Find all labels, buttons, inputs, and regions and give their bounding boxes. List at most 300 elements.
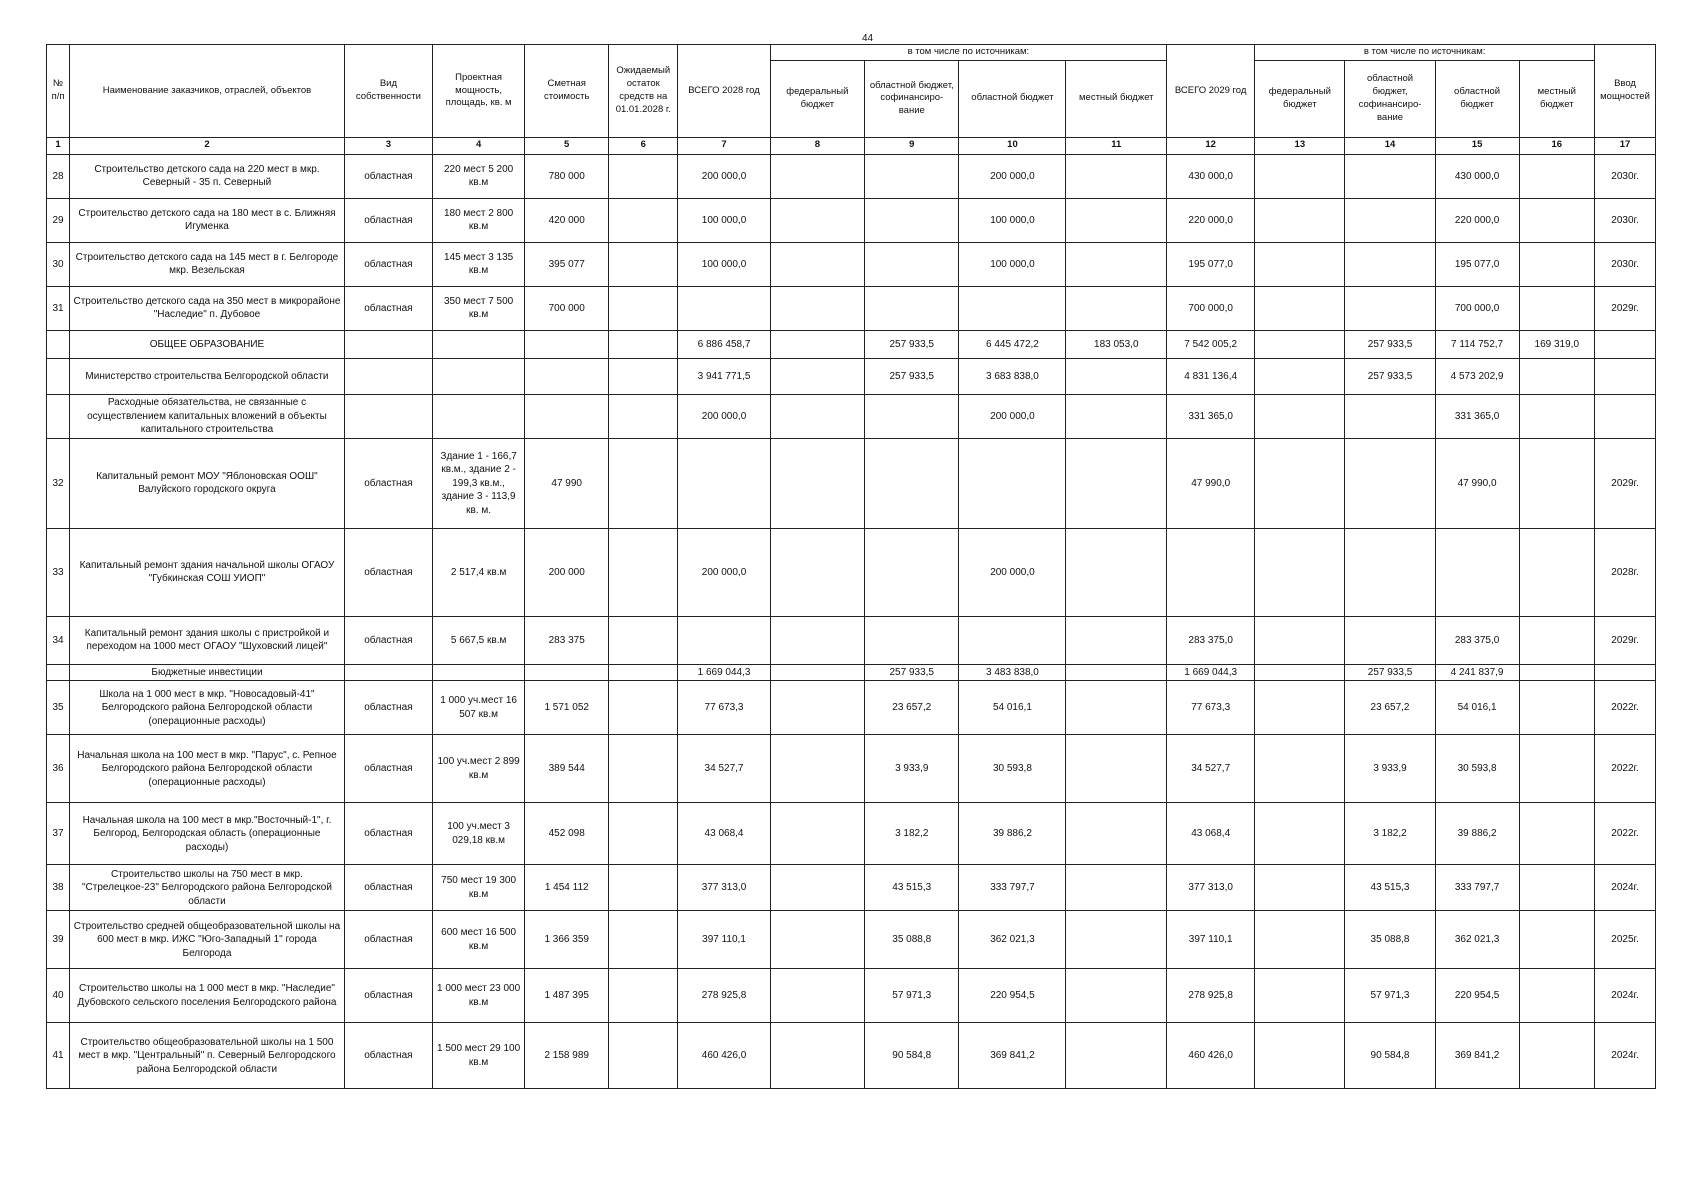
local-2029 [1519, 969, 1595, 1023]
header-total-2028: ВСЕГО 2028 год [678, 45, 770, 138]
row-number [47, 664, 70, 681]
local-2028 [1066, 664, 1167, 681]
section-title: Бюджетные инвестиции [70, 664, 345, 681]
regional-2029: 30 593,8 [1435, 735, 1519, 803]
cofinancing-2028: 3 933,9 [865, 735, 959, 803]
federal-2028 [770, 865, 864, 911]
local-2029 [1519, 154, 1595, 198]
ownership: областная [344, 1023, 432, 1089]
federal-2028 [770, 358, 864, 394]
capacity: 5 667,5 кв.м [432, 616, 524, 664]
cofinancing-2029: 57 971,3 [1345, 969, 1435, 1023]
expected-balance [609, 154, 678, 198]
capacity [432, 664, 524, 681]
estimated-cost: 1 366 359 [525, 911, 609, 969]
total-2028: 278 925,8 [678, 969, 770, 1023]
ownership: областная [344, 735, 432, 803]
row-number [47, 394, 70, 438]
total-2028 [678, 286, 770, 330]
local-2029 [1519, 803, 1595, 865]
federal-2029 [1255, 664, 1345, 681]
table-body [47, 154, 1656, 1089]
object-name: Начальная школа на 100 мест в мкр. "Парус", с. Репное Белгородского района Белгородской области (операционные расходы) [70, 735, 345, 803]
regional-2028: 369 841,2 [959, 1023, 1066, 1089]
row-number: 30 [47, 242, 70, 286]
commissioning-year: 2024г. [1595, 1023, 1656, 1089]
federal-2029 [1255, 242, 1345, 286]
table-row [47, 1023, 1656, 1089]
expected-balance [609, 438, 678, 528]
header-total-2029: ВСЕГО 2029 год [1167, 45, 1255, 138]
object-name: Строительство детского сада на 220 мест в мкр. Северный - 35 п. Северный [70, 154, 345, 198]
estimated-cost: 47 990 [525, 438, 609, 528]
table-row [47, 803, 1656, 865]
row-number: 37 [47, 803, 70, 865]
object-name: Строительство детского сада на 145 мест в г. Белгороде мкр. Везельская [70, 242, 345, 286]
estimated-cost [525, 394, 609, 438]
local-2028 [1066, 1023, 1167, 1089]
local-2028 [1066, 616, 1167, 664]
federal-2028 [770, 735, 864, 803]
column-number: 13 [1255, 137, 1345, 154]
expected-balance [609, 911, 678, 969]
federal-2028 [770, 242, 864, 286]
commissioning-year: 2025г. [1595, 911, 1656, 969]
expected-balance [609, 330, 678, 358]
local-2029 [1519, 735, 1595, 803]
federal-2029 [1255, 358, 1345, 394]
row-number: 40 [47, 969, 70, 1023]
column-number: 11 [1066, 137, 1167, 154]
federal-2029 [1255, 735, 1345, 803]
federal-2029 [1255, 681, 1345, 735]
expected-balance [609, 286, 678, 330]
regional-2028: 100 000,0 [959, 242, 1066, 286]
header-sources-2029: в том числе по источникам: [1255, 45, 1595, 61]
local-2028 [1066, 394, 1167, 438]
cofinancing-2028: 23 657,2 [865, 681, 959, 735]
total-2028: 397 110,1 [678, 911, 770, 969]
commissioning-year: 2024г. [1595, 969, 1656, 1023]
estimated-cost: 1 454 112 [525, 865, 609, 911]
total-2029: 430 000,0 [1167, 154, 1255, 198]
cofinancing-2028: 257 933,5 [865, 358, 959, 394]
table-row [47, 911, 1656, 969]
ownership: областная [344, 911, 432, 969]
commissioning-year: 2029г. [1595, 616, 1656, 664]
regional-2028: 39 886,2 [959, 803, 1066, 865]
header-estimated-cost: Сметная стоимость [525, 45, 609, 138]
header-expected-balance: Ожидаемый остаток средств на 01.01.2028 г. [609, 45, 678, 138]
cofinancing-2029 [1345, 438, 1435, 528]
total-2029: 278 925,8 [1167, 969, 1255, 1023]
cofinancing-2029: 257 933,5 [1345, 330, 1435, 358]
regional-2029: 331 365,0 [1435, 394, 1519, 438]
object-name: Капитальный ремонт здания школы с пристройкой и переходом на 1000 мест ОГАОУ "Шуховский лицей" [70, 616, 345, 664]
capacity: 600 мест 16 500 кв.м [432, 911, 524, 969]
cofinancing-2028: 257 933,5 [865, 664, 959, 681]
commissioning-year: 2022г. [1595, 735, 1656, 803]
expected-balance [609, 198, 678, 242]
commissioning-year: 2029г. [1595, 438, 1656, 528]
estimated-cost: 700 000 [525, 286, 609, 330]
object-name: Школа на 1 000 мест в мкр. "Новосадовый-41" Белгородского района Белгородской области (операционные расходы) [70, 681, 345, 735]
row-number [47, 330, 70, 358]
header-num: № п/п [47, 45, 70, 138]
local-2029 [1519, 865, 1595, 911]
federal-2029 [1255, 394, 1345, 438]
cofinancing-2029 [1345, 198, 1435, 242]
object-name: Капитальный ремонт здания начальной школы ОГАОУ "Губкинская СОШ УИОП" [70, 528, 345, 616]
federal-2028 [770, 154, 864, 198]
local-2029 [1519, 394, 1595, 438]
expected-balance [609, 616, 678, 664]
local-2029 [1519, 438, 1595, 528]
cofinancing-2028: 3 182,2 [865, 803, 959, 865]
table-row [47, 616, 1656, 664]
object-name: Строительство школы на 750 мест в мкр. "Стрелецкое-23" Белгородского района Белгородской области [70, 865, 345, 911]
row-number: 36 [47, 735, 70, 803]
local-2028 [1066, 154, 1167, 198]
ownership [344, 664, 432, 681]
column-number: 5 [525, 137, 609, 154]
header-sources-2028: в том числе по источникам: [770, 45, 1166, 61]
total-2029: 7 542 005,2 [1167, 330, 1255, 358]
header-cofinancing-2029: областной бюджет, софинансиро-вание [1345, 60, 1435, 137]
regional-2029: 39 886,2 [1435, 803, 1519, 865]
row-number: 32 [47, 438, 70, 528]
total-2028: 460 426,0 [678, 1023, 770, 1089]
capacity: 1 000 мест 23 000 кв.м [432, 969, 524, 1023]
local-2029 [1519, 528, 1595, 616]
total-2028: 34 527,7 [678, 735, 770, 803]
expected-balance [609, 1023, 678, 1089]
column-number: 17 [1595, 137, 1656, 154]
regional-2029: 369 841,2 [1435, 1023, 1519, 1089]
total-2028: 100 000,0 [678, 198, 770, 242]
federal-2029 [1255, 911, 1345, 969]
regional-2029: 430 000,0 [1435, 154, 1519, 198]
total-2028: 100 000,0 [678, 242, 770, 286]
cofinancing-2028: 90 584,8 [865, 1023, 959, 1089]
total-2028: 77 673,3 [678, 681, 770, 735]
estimated-cost: 420 000 [525, 198, 609, 242]
commissioning-year: 2022г. [1595, 803, 1656, 865]
regional-2028: 362 021,3 [959, 911, 1066, 969]
total-2029: 377 313,0 [1167, 865, 1255, 911]
page-number: 44 [862, 33, 874, 44]
column-number-row [47, 137, 1656, 154]
cofinancing-2028 [865, 286, 959, 330]
federal-2029 [1255, 286, 1345, 330]
table-row [47, 865, 1656, 911]
header-cofinancing-2028: областной бюджет, софинансиро-вание [865, 60, 959, 137]
total-2028: 43 068,4 [678, 803, 770, 865]
local-2029 [1519, 911, 1595, 969]
federal-2029 [1255, 154, 1345, 198]
ownership: областная [344, 242, 432, 286]
header-capacity: Проектная мощность, площадь, кв. м [432, 45, 524, 138]
table-row [47, 735, 1656, 803]
cofinancing-2029: 3 933,9 [1345, 735, 1435, 803]
regional-2029: 220 954,5 [1435, 969, 1519, 1023]
local-2028 [1066, 803, 1167, 865]
regional-2028: 200 000,0 [959, 528, 1066, 616]
object-name: Капитальный ремонт МОУ "Яблоновская ООШ" Валуйского городского округа [70, 438, 345, 528]
column-number: 16 [1519, 137, 1595, 154]
section-title: ОБЩЕЕ ОБРАЗОВАНИЕ [70, 330, 345, 358]
total-2029: 47 990,0 [1167, 438, 1255, 528]
section-row [47, 358, 1656, 394]
section-row [47, 394, 1656, 438]
federal-2029 [1255, 865, 1345, 911]
local-2028 [1066, 242, 1167, 286]
total-2029: 77 673,3 [1167, 681, 1255, 735]
table-row [47, 438, 1656, 528]
total-2029: 460 426,0 [1167, 1023, 1255, 1089]
header-federal-2028: федеральный бюджет [770, 60, 864, 137]
federal-2028 [770, 528, 864, 616]
cofinancing-2028 [865, 616, 959, 664]
table-row [47, 681, 1656, 735]
ownership: областная [344, 681, 432, 735]
commissioning-year: 2030г. [1595, 242, 1656, 286]
estimated-cost: 2 158 989 [525, 1023, 609, 1089]
regional-2029: 333 797,7 [1435, 865, 1519, 911]
expected-balance [609, 394, 678, 438]
regional-2028: 333 797,7 [959, 865, 1066, 911]
cofinancing-2028 [865, 528, 959, 616]
expected-balance [609, 358, 678, 394]
ownership: областная [344, 969, 432, 1023]
column-number: 14 [1345, 137, 1435, 154]
cofinancing-2029: 257 933,5 [1345, 664, 1435, 681]
column-number: 15 [1435, 137, 1519, 154]
section-title: Расходные обязательства, не связанные с осуществлением капитальных вложений в объекты капитального строительства [70, 394, 345, 438]
cofinancing-2029 [1345, 528, 1435, 616]
table-row [47, 969, 1656, 1023]
regional-2029: 195 077,0 [1435, 242, 1519, 286]
table-row [47, 154, 1656, 198]
header-federal-2029: федеральный бюджет [1255, 60, 1345, 137]
regional-2028: 220 954,5 [959, 969, 1066, 1023]
local-2029: 169 319,0 [1519, 330, 1595, 358]
column-number: 2 [70, 137, 345, 154]
total-2029: 4 831 136,4 [1167, 358, 1255, 394]
capacity: 220 мест 5 200 кв.м [432, 154, 524, 198]
regional-2028: 6 445 472,2 [959, 330, 1066, 358]
local-2029 [1519, 1023, 1595, 1089]
federal-2029 [1255, 616, 1345, 664]
capacity: 100 уч.мест 2 899 кв.м [432, 735, 524, 803]
cofinancing-2028: 257 933,5 [865, 330, 959, 358]
estimated-cost [525, 358, 609, 394]
column-number: 7 [678, 137, 770, 154]
row-number: 28 [47, 154, 70, 198]
header-local-2029: местный бюджет [1519, 60, 1595, 137]
cofinancing-2028 [865, 242, 959, 286]
federal-2029 [1255, 198, 1345, 242]
total-2029: 397 110,1 [1167, 911, 1255, 969]
federal-2028 [770, 681, 864, 735]
federal-2028 [770, 664, 864, 681]
header-local-2028: местный бюджет [1066, 60, 1167, 137]
column-number: 12 [1167, 137, 1255, 154]
local-2028 [1066, 969, 1167, 1023]
section-row [47, 664, 1656, 681]
capacity: 100 уч.мест 3 029,18 кв.м [432, 803, 524, 865]
total-2028: 377 313,0 [678, 865, 770, 911]
regional-2029: 54 016,1 [1435, 681, 1519, 735]
column-number: 1 [47, 137, 70, 154]
total-2028 [678, 438, 770, 528]
local-2029 [1519, 681, 1595, 735]
regional-2028: 200 000,0 [959, 154, 1066, 198]
local-2028 [1066, 198, 1167, 242]
ownership: областная [344, 286, 432, 330]
ownership: областная [344, 865, 432, 911]
estimated-cost: 389 544 [525, 735, 609, 803]
cofinancing-2029: 35 088,8 [1345, 911, 1435, 969]
total-2029: 43 068,4 [1167, 803, 1255, 865]
capacity [432, 330, 524, 358]
regional-2029: 362 021,3 [1435, 911, 1519, 969]
total-2029: 700 000,0 [1167, 286, 1255, 330]
ownership: областная [344, 528, 432, 616]
row-number: 39 [47, 911, 70, 969]
local-2028 [1066, 438, 1167, 528]
regional-2029: 283 375,0 [1435, 616, 1519, 664]
federal-2028 [770, 394, 864, 438]
federal-2028 [770, 198, 864, 242]
table-row [47, 198, 1656, 242]
local-2028 [1066, 286, 1167, 330]
ownership [344, 358, 432, 394]
expected-balance [609, 528, 678, 616]
estimated-cost: 1 487 395 [525, 969, 609, 1023]
regional-2029 [1435, 528, 1519, 616]
capacity: 350 мест 7 500 кв.м [432, 286, 524, 330]
total-2029: 1 669 044,3 [1167, 664, 1255, 681]
ownership: областная [344, 803, 432, 865]
estimated-cost [525, 330, 609, 358]
cofinancing-2028 [865, 198, 959, 242]
regional-2028 [959, 616, 1066, 664]
regional-2028: 30 593,8 [959, 735, 1066, 803]
regional-2028: 200 000,0 [959, 394, 1066, 438]
header-regional-2028: областной бюджет [959, 60, 1066, 137]
ownership [344, 394, 432, 438]
local-2028: 183 053,0 [1066, 330, 1167, 358]
local-2029 [1519, 616, 1595, 664]
commissioning-year [1595, 394, 1656, 438]
capacity: Здание 1 - 166,7 кв.м., здание 2 - 199,3 кв.м., здание 3 - 113,9 кв. м. [432, 438, 524, 528]
capacity [432, 394, 524, 438]
expected-balance [609, 969, 678, 1023]
section-title: Министерство строительства Белгородской области [70, 358, 345, 394]
capacity: 180 мест 2 800 кв.м [432, 198, 524, 242]
object-name: Строительство школы на 1 000 мест в мкр. "Наследие" Дубовского сельского поселения Белгородского района [70, 969, 345, 1023]
federal-2028 [770, 330, 864, 358]
capacity [432, 358, 524, 394]
object-name: Строительство детского сада на 350 мест в микрорайоне "Наследие" п. Дубовое [70, 286, 345, 330]
column-number: 8 [770, 137, 864, 154]
cofinancing-2028: 43 515,3 [865, 865, 959, 911]
cofinancing-2029 [1345, 616, 1435, 664]
federal-2029 [1255, 803, 1345, 865]
federal-2029 [1255, 969, 1345, 1023]
ownership: областная [344, 616, 432, 664]
expected-balance [609, 242, 678, 286]
commissioning-year [1595, 664, 1656, 681]
table-row [47, 286, 1656, 330]
commissioning-year: 2030г. [1595, 154, 1656, 198]
row-number: 35 [47, 681, 70, 735]
local-2028 [1066, 358, 1167, 394]
local-2029 [1519, 286, 1595, 330]
capacity: 750 мест 19 300 кв.м [432, 865, 524, 911]
local-2028 [1066, 528, 1167, 616]
cofinancing-2029 [1345, 394, 1435, 438]
table-row [47, 242, 1656, 286]
expected-balance [609, 865, 678, 911]
cofinancing-2029 [1345, 154, 1435, 198]
column-number: 6 [609, 137, 678, 154]
total-2028: 200 000,0 [678, 394, 770, 438]
total-2029: 195 077,0 [1167, 242, 1255, 286]
header-regional-2029: областной бюджет [1435, 60, 1519, 137]
header-ownership: Вид собственности [344, 45, 432, 138]
federal-2028 [770, 911, 864, 969]
ownership: областная [344, 198, 432, 242]
total-2028 [678, 616, 770, 664]
row-number: 41 [47, 1023, 70, 1089]
object-name: Строительство общеобразовательной школы на 1 500 мест в мкр. "Центральный" п. Северный Белгородского района Белгородской области [70, 1023, 345, 1089]
total-2029 [1167, 528, 1255, 616]
local-2028 [1066, 865, 1167, 911]
object-name: Строительство средней общеобразовательной школы на 600 мест в мкр. ИЖС "Юго-Западный 1" города Белгорода [70, 911, 345, 969]
capacity: 2 517,4 кв.м [432, 528, 524, 616]
object-name: Начальная школа на 100 мест в мкр."Восточный-1", г. Белгород, Белгородская область (операционные расходы) [70, 803, 345, 865]
ownership: областная [344, 154, 432, 198]
capacity: 145 мест 3 135 кв.м [432, 242, 524, 286]
row-number [47, 358, 70, 394]
total-2028: 3 941 771,5 [678, 358, 770, 394]
local-2029 [1519, 358, 1595, 394]
cofinancing-2029: 3 182,2 [1345, 803, 1435, 865]
row-number: 33 [47, 528, 70, 616]
ownership: областная [344, 438, 432, 528]
federal-2028 [770, 969, 864, 1023]
regional-2029: 7 114 752,7 [1435, 330, 1519, 358]
commissioning-year: 2029г. [1595, 286, 1656, 330]
cofinancing-2028 [865, 154, 959, 198]
regional-2028: 3 683 838,0 [959, 358, 1066, 394]
federal-2029 [1255, 330, 1345, 358]
estimated-cost: 780 000 [525, 154, 609, 198]
estimated-cost [525, 664, 609, 681]
total-2029: 283 375,0 [1167, 616, 1255, 664]
total-2028: 200 000,0 [678, 528, 770, 616]
local-2028 [1066, 735, 1167, 803]
expected-balance [609, 681, 678, 735]
estimated-cost: 452 098 [525, 803, 609, 865]
regional-2028: 3 483 838,0 [959, 664, 1066, 681]
regional-2029: 4 241 837,9 [1435, 664, 1519, 681]
local-2029 [1519, 242, 1595, 286]
header-name: Наименование заказчиков, отраслей, объектов [70, 45, 345, 138]
cofinancing-2029 [1345, 242, 1435, 286]
